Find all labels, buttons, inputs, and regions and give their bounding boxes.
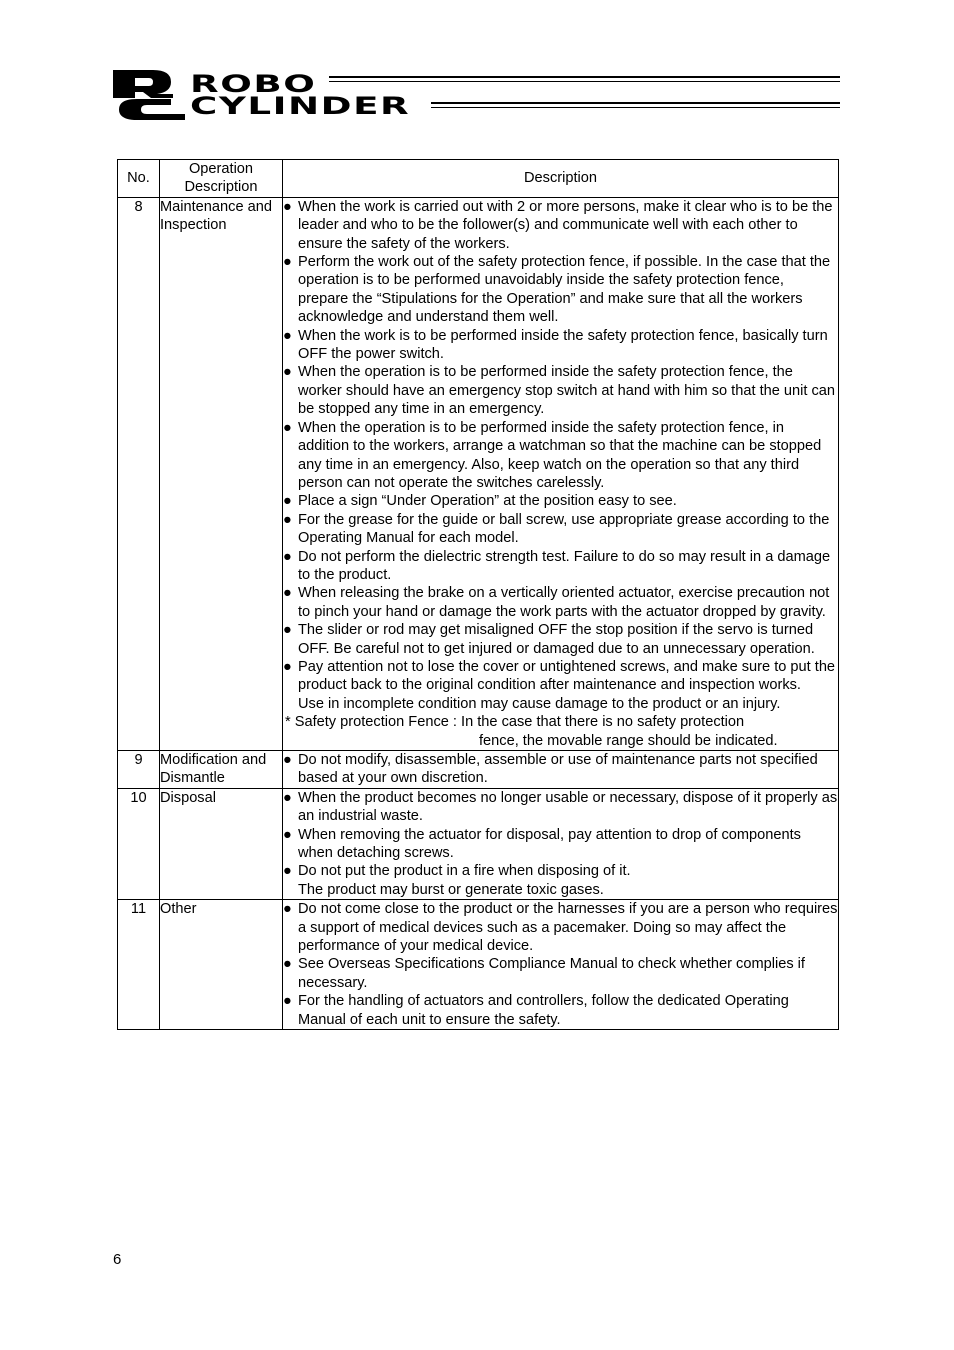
list-item-text: Place a sign “Under Operation” at the position easy to see. xyxy=(298,493,677,510)
list-item xyxy=(283,955,838,992)
list-item xyxy=(283,198,838,253)
list-item xyxy=(283,992,838,1029)
bullet-icon: ● xyxy=(283,993,292,1010)
precaution-list xyxy=(283,900,838,1029)
safety-fence-note xyxy=(283,713,838,750)
list-item-text: Do not perform the dielectric strength test. Failure to do so may result in a damage to the product. xyxy=(298,548,831,583)
bullet-icon: ● xyxy=(283,826,292,843)
table-body xyxy=(118,197,839,1029)
bullet-icon: ● xyxy=(283,419,292,436)
safety-precautions-table xyxy=(117,159,839,1030)
row-number: 11 xyxy=(118,900,160,1030)
row-operation: Other xyxy=(160,900,283,1030)
list-item xyxy=(283,751,838,788)
list-item-text: Pay attention not to lose the cover or untightened screws, and make sure to put the product back to the original condition after maintenance and inspection works. Use in incomplete condition may cause damage to the product or an injury. xyxy=(298,658,836,712)
row-operation: Maintenance and Inspection xyxy=(160,197,283,750)
precaution-list xyxy=(283,198,838,713)
row-operation: Modification and Dismantle xyxy=(160,751,283,789)
list-item xyxy=(283,492,838,510)
bullet-icon: ● xyxy=(283,956,292,973)
bullet-icon: ● xyxy=(283,585,292,602)
header-no: No. xyxy=(118,160,160,198)
list-item-text: For the grease for the guide or ball screw, use appropriate grease according to the Operating Manual for each model. xyxy=(298,511,830,547)
list-item-text: When removing the actuator for disposal, pay attention to drop of components when detaching screws. xyxy=(298,826,801,862)
list-item xyxy=(283,327,838,364)
header-operation-line2: Description xyxy=(184,179,258,196)
header-rule-bottom-1 xyxy=(431,102,840,104)
list-item xyxy=(283,621,838,658)
header-operation-description xyxy=(160,160,283,198)
row-description xyxy=(283,197,839,750)
list-item-text: Perform the work out of the safety protection fence, if possible. In the case that the operation is to be performed unavoidably inside the safety protection fence, prepare the “Stipulations for the Operation” and make sure that all the workers acknowledge and understand them well. xyxy=(298,254,831,326)
list-item-text: Do not put the product in a fire when disposing of it. The product may burst or generate toxic gases. xyxy=(298,863,631,898)
list-item-text: Do not come close to the product or the harnesses if you are a person who requires a support of medical devices such as a pacemaker. Doing so may affect the performance of your medical device. xyxy=(298,901,838,955)
rc-logo-mark-icon xyxy=(113,68,185,120)
header-rule-bottom-2 xyxy=(431,107,840,108)
list-item xyxy=(283,363,838,418)
list-item-text: When the operation is to be performed inside the safety protection fence, the worker should have an emergency stop switch at hand with him so that the unit can be stopped any time in an emergency. xyxy=(298,364,836,418)
list-item-text: When the operation is to be performed inside the safety protection fence, in addition to the workers, arrange a watchman so that the machine can be stopped any time in an emergency. Also, keep watch on the operation so that any third person can not operate the switches carelessly. xyxy=(298,419,822,491)
bullet-icon: ● xyxy=(283,254,292,271)
bullet-icon: ● xyxy=(283,622,292,639)
list-item xyxy=(283,548,838,585)
logo-word-robo: ROBO xyxy=(190,70,317,98)
row-description xyxy=(283,900,839,1030)
list-item xyxy=(283,789,838,826)
list-item-text: When the work is to be performed inside the safety protection fence, basically turn OFF the power switch. xyxy=(298,327,828,363)
table-row xyxy=(118,900,839,1030)
row-number: 10 xyxy=(118,788,160,899)
list-item xyxy=(283,253,838,327)
list-item-text: For the handling of actuators and controllers, follow the dedicated Operating Manual of each unit to ensure the safety. xyxy=(298,993,789,1028)
note-line1: * Safety protection Fence : In the case that there is no safety protection xyxy=(285,714,745,731)
list-item xyxy=(283,511,838,548)
list-item-text: When the work is carried out with 2 or more persons, make it clear who is to be the leader and who to be the follower(s) and communicate well with each other to ensure the safety of the workers. xyxy=(298,198,833,252)
table-header-row xyxy=(118,160,839,198)
list-item xyxy=(283,584,838,621)
note-line2: fence, the movable range should be indicated. xyxy=(479,732,778,749)
list-item-text: When releasing the brake on a vertically oriented actuator, exercise precaution not to pinch your hand or damage the work parts with the actuator dropped by gravity. xyxy=(298,585,830,620)
list-item xyxy=(283,862,838,899)
robo-cylinder-logo xyxy=(113,68,843,120)
row-number: 8 xyxy=(118,197,160,750)
precaution-list xyxy=(283,789,838,899)
bullet-icon: ● xyxy=(283,658,292,675)
bullet-icon: ● xyxy=(283,198,292,215)
row-number: 9 xyxy=(118,751,160,789)
header-description: Description xyxy=(283,160,839,198)
bullet-icon: ● xyxy=(283,789,292,806)
list-item xyxy=(283,826,838,863)
table-row xyxy=(118,751,839,789)
bullet-icon: ● xyxy=(283,511,292,528)
precaution-list xyxy=(283,751,838,788)
table-row xyxy=(118,788,839,899)
list-item-text: The slider or rod may get misaligned OFF the stop position if the servo is turned OFF. Be careful not to get injured or damaged due to an unnecessary operation. xyxy=(298,622,815,657)
header-rule-top-2 xyxy=(329,81,840,82)
header-operation-line1: Operation xyxy=(188,161,254,177)
row-description xyxy=(283,751,839,789)
row-description xyxy=(283,788,839,899)
header-rule-top-1 xyxy=(329,76,840,78)
logo-word-cylinder: CYLINDER xyxy=(190,92,411,120)
bullet-icon: ● xyxy=(283,863,292,880)
bullet-icon: ● xyxy=(283,327,292,344)
list-item xyxy=(283,658,838,713)
list-item-text: See Overseas Specifications Compliance Manual to check whether complies if necessary. xyxy=(298,956,805,991)
table-row xyxy=(118,197,839,750)
bullet-icon: ● xyxy=(283,901,292,918)
bullet-icon: ● xyxy=(283,493,292,510)
page-number: 6 xyxy=(113,1251,122,1268)
list-item-text: Do not modify, disassemble, assemble or use of maintenance parts not specified based at your own discretion. xyxy=(298,752,818,787)
bullet-icon: ● xyxy=(283,364,292,381)
list-item-text: When the product becomes no longer usable or necessary, dispose of it properly as an industrial waste. xyxy=(298,789,838,825)
bullet-icon: ● xyxy=(283,752,292,768)
list-item xyxy=(283,900,838,955)
bullet-icon: ● xyxy=(283,548,292,565)
row-operation: Disposal xyxy=(160,788,283,899)
list-item xyxy=(283,419,838,493)
